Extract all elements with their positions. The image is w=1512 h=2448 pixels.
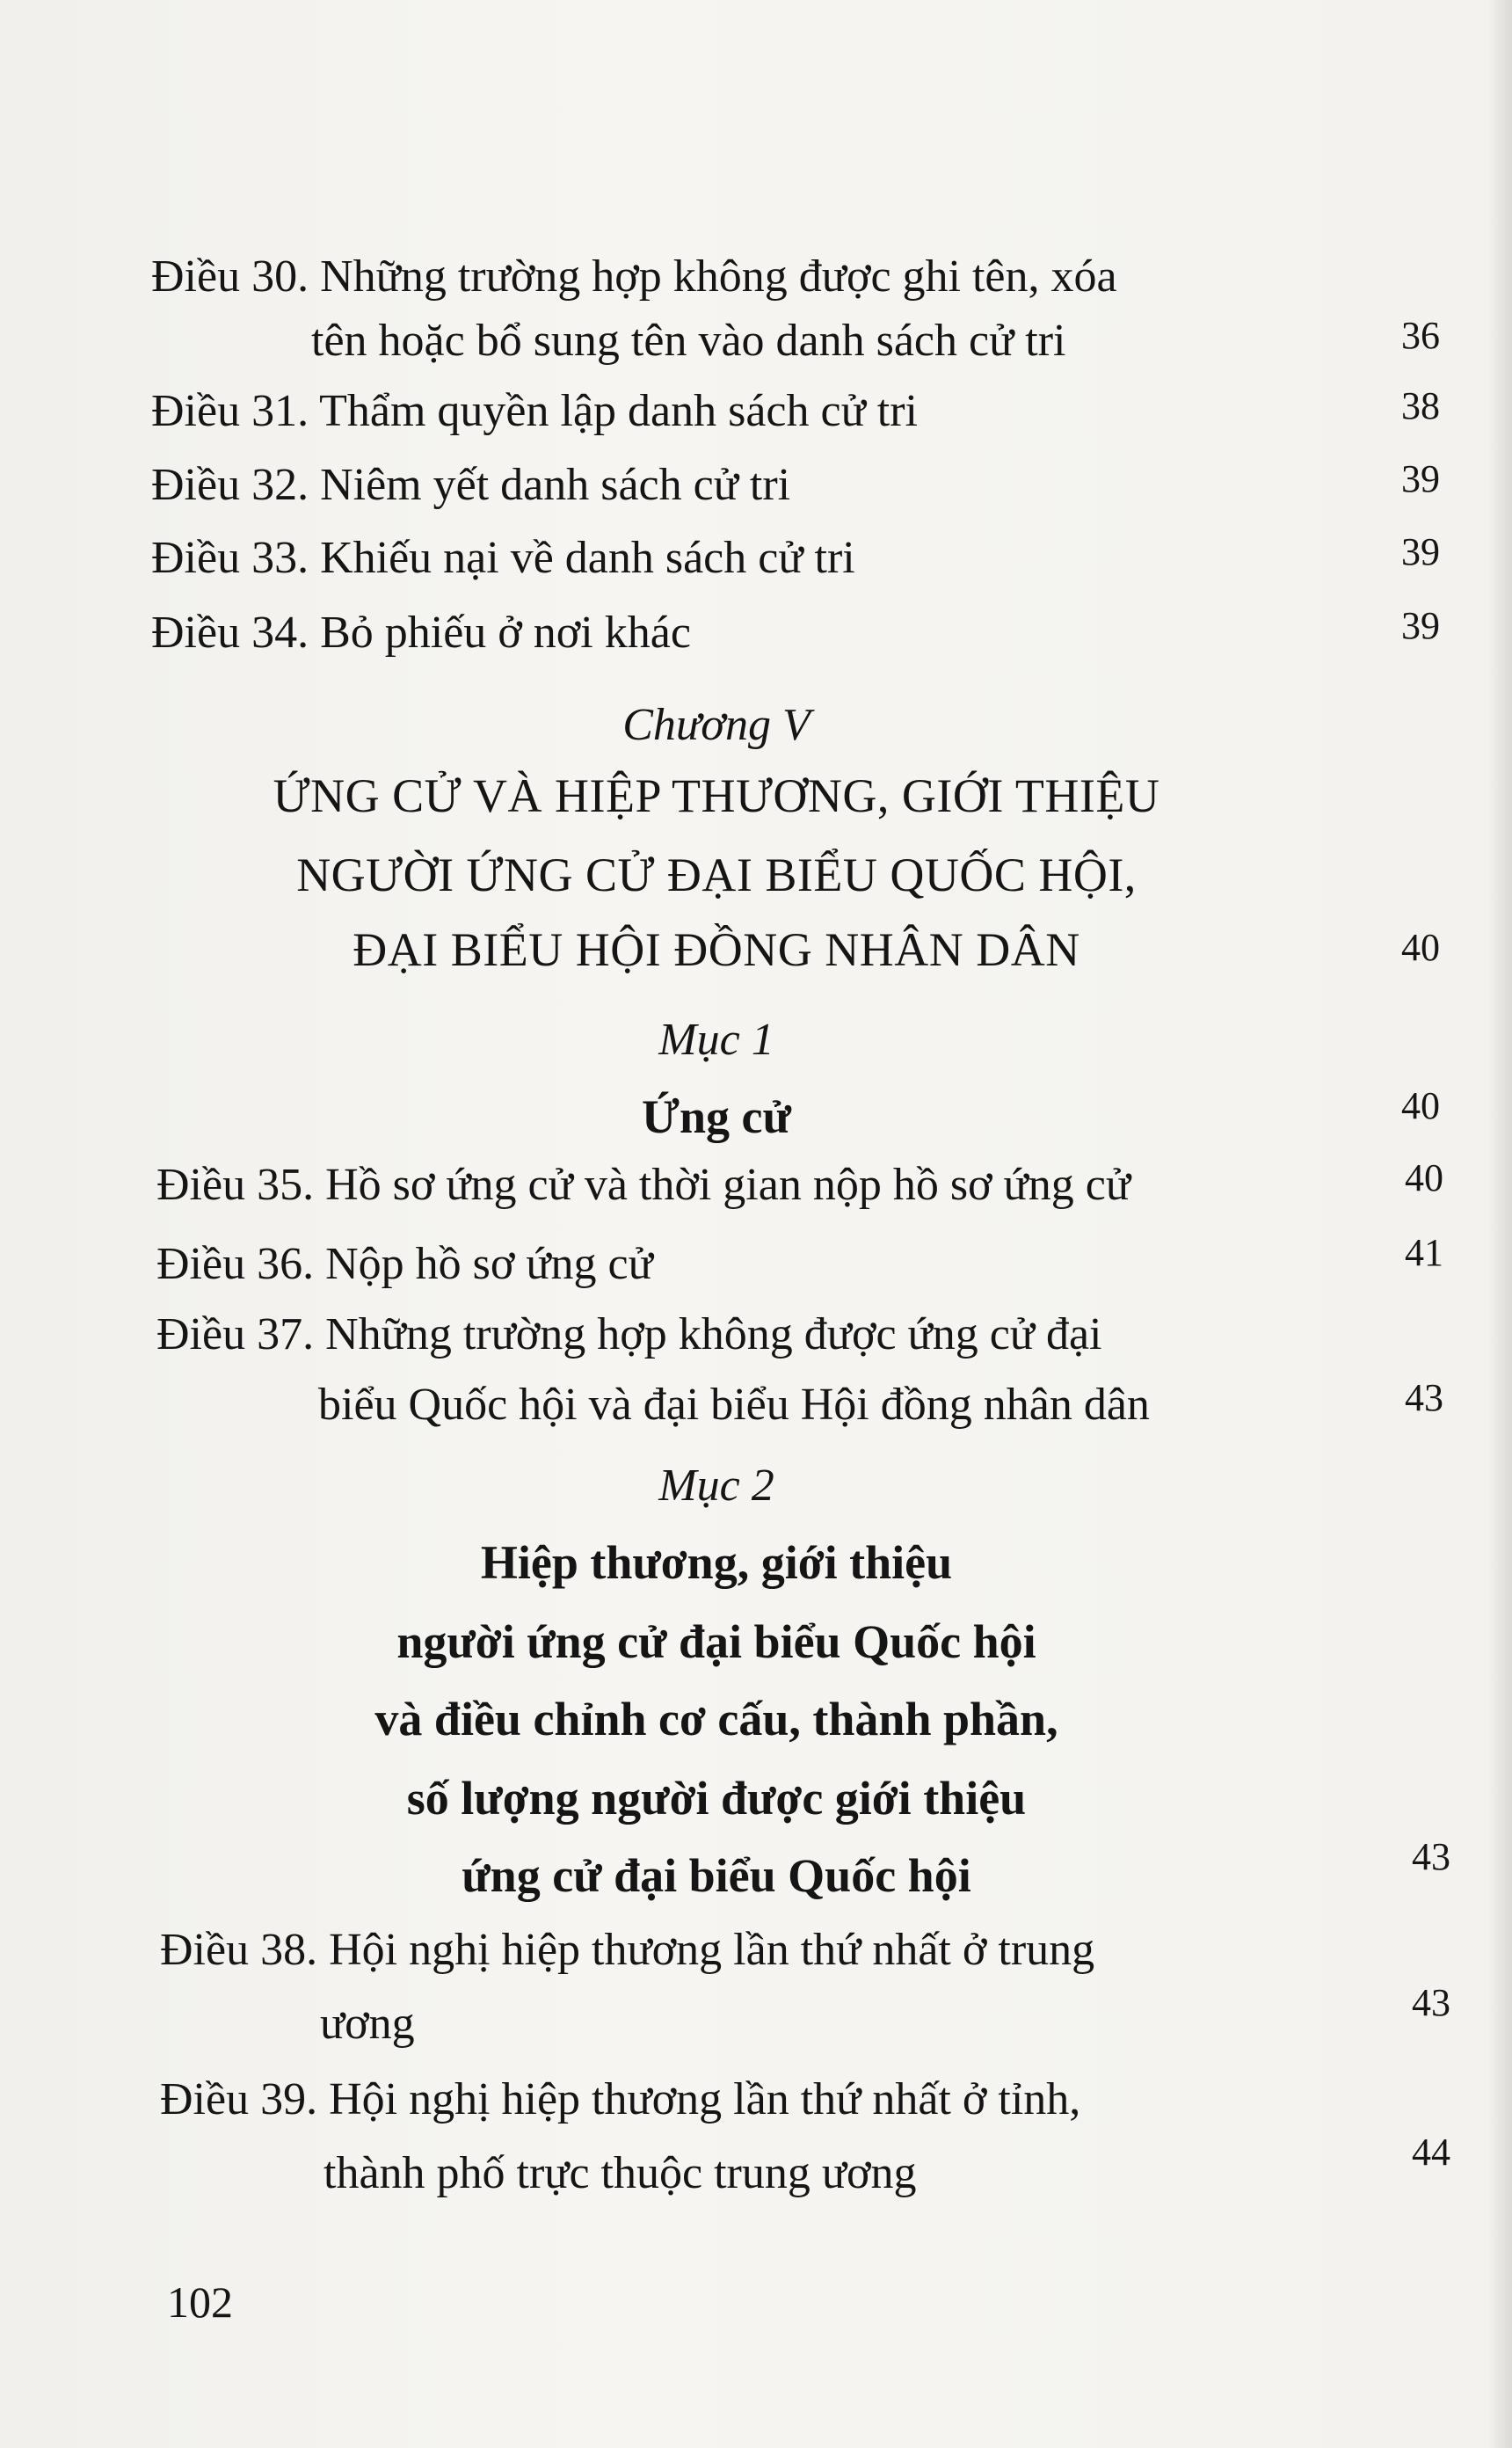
chapter-title-line2: NGƯỜI ỨNG CỬ ĐẠI BIỂU QUỐC HỘI, [296,849,1137,901]
section2-title-line4: số lượng người được giới thiệu [406,1772,1027,1825]
toc-entry-dieu-37-line1: Điều 37. Những trường hợp không được ứng cử đại [156,1309,1102,1359]
page-edge-shadow [1487,0,1512,2448]
toc-page-chapter-v: 40 [1401,926,1440,969]
toc-page-dieu-39: 44 [1412,2131,1450,2174]
section2-title-line2: người ứng cử đại biểu Quốc hội [396,1615,1036,1668]
section2-title-line5: ứng cử đại biểu Quốc hội [462,1849,971,1902]
toc-page-section1: 40 [1401,1084,1440,1127]
toc-page-dieu-35: 40 [1405,1156,1443,1199]
page-number: 102 [167,2277,233,2327]
toc-entry-dieu-32: Điều 32. Niêm yết danh sách cử tri [151,460,791,510]
chapter-title-line3: ĐẠI BIỂU HỘI ĐỒNG NHÂN DÂN [353,923,1080,976]
section2-title-line1: Hiệp thương, giới thiệu [480,1536,953,1589]
toc-entry-dieu-37-line2: biểu Quốc hội và đại biểu Hội đồng nhân dân [318,1380,1150,1430]
toc-page-dieu-36: 41 [1405,1231,1443,1274]
chapter-label: Chương V [622,700,811,750]
toc-entry-dieu-33: Điều 33. Khiếu nại về danh sách cử tri [151,533,855,583]
toc-page-dieu-31: 38 [1401,384,1440,427]
toc-entry-dieu-38-line2: ương [320,1999,415,2049]
section2-label: Mục 2 [658,1461,774,1511]
toc-entry-dieu-36: Điều 36. Nộp hồ sơ ứng cử [156,1239,653,1289]
toc-page-dieu-34: 39 [1401,604,1440,647]
toc-page-dieu-32: 39 [1401,457,1440,500]
toc-entry-dieu-35: Điều 35. Hồ sơ ứng cử và thời gian nộp hồ sơ ứng cử [156,1160,1130,1210]
section1-label: Mục 1 [658,1015,774,1065]
toc-page-dieu-37: 43 [1405,1376,1443,1419]
toc-entry-dieu-30-line2: tên hoặc bổ sung tên vào danh sách cử tri [311,316,1066,366]
toc-entry-dieu-31: Điều 31. Thẩm quyền lập danh sách cử tri [151,386,918,436]
toc-page-dieu-30: 36 [1401,314,1440,357]
toc-page-section2: 43 [1412,1835,1450,1878]
toc-entry-dieu-38-line1: Điều 38. Hội nghị hiệp thương lần thứ nhất ở trung [160,1925,1095,1975]
toc-page-dieu-38: 43 [1412,1981,1450,2024]
chapter-title-line1: ỨNG CỬ VÀ HIỆP THƯƠNG, GIỚI THIỆU [273,769,1160,822]
toc-entry-dieu-34: Điều 34. Bỏ phiếu ở nơi khác [151,608,691,658]
section1-title: Ứng cử [642,1090,791,1143]
toc-page-dieu-33: 39 [1401,530,1440,573]
toc-entry-dieu-39-line2: thành phố trực thuộc trung ương [323,2148,917,2198]
toc-entry-dieu-39-line1: Điều 39. Hội nghị hiệp thương lần thứ nhất ở tỉnh, [160,2074,1081,2124]
toc-entry-dieu-30-line1: Điều 30. Những trường hợp không được ghi tên, xóa [151,251,1117,302]
section2-title-line3: và điều chỉnh cơ cấu, thành phần, [374,1693,1058,1745]
